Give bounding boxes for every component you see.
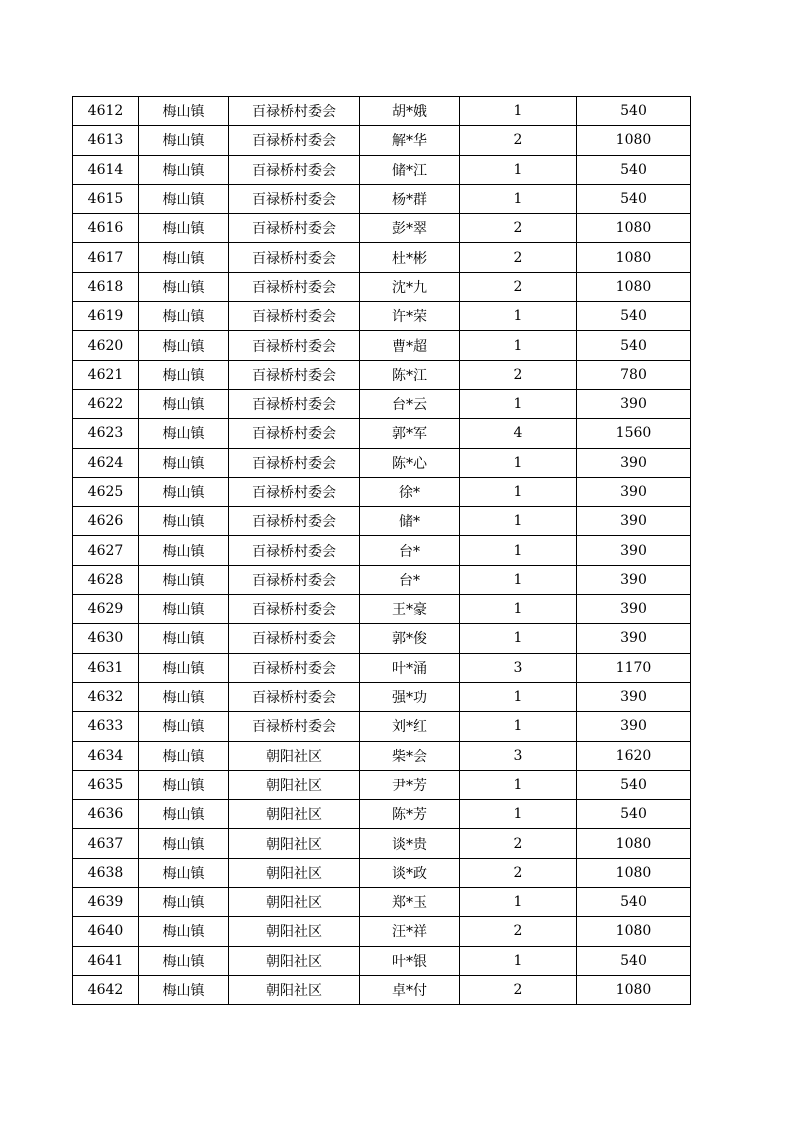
amount-cell: 540 (577, 770, 691, 799)
town-cell: 梅山镇 (139, 888, 229, 917)
row-number-cell: 4622 (73, 389, 139, 418)
village-cell: 百禄桥村委会 (229, 331, 360, 360)
row-number-cell: 4612 (73, 97, 139, 126)
count-cell: 1 (460, 331, 577, 360)
count-cell: 2 (460, 272, 577, 301)
count-cell: 1 (460, 595, 577, 624)
row-number-cell: 4613 (73, 126, 139, 155)
village-cell: 百禄桥村委会 (229, 272, 360, 301)
town-cell: 梅山镇 (139, 829, 229, 858)
village-cell: 百禄桥村委会 (229, 507, 360, 536)
count-cell: 1 (460, 184, 577, 213)
town-cell: 梅山镇 (139, 243, 229, 272)
name-cell: 卓*付 (360, 975, 460, 1004)
count-cell: 1 (460, 302, 577, 331)
amount-cell: 1080 (577, 126, 691, 155)
table-row (73, 829, 691, 858)
name-cell: 叶*银 (360, 946, 460, 975)
town-cell: 梅山镇 (139, 155, 229, 184)
count-cell: 2 (460, 214, 577, 243)
village-cell: 百禄桥村委会 (229, 302, 360, 331)
amount-cell: 540 (577, 184, 691, 213)
row-number-cell: 4642 (73, 975, 139, 1004)
village-cell: 百禄桥村委会 (229, 389, 360, 418)
town-cell: 梅山镇 (139, 858, 229, 887)
row-number-cell: 4618 (73, 272, 139, 301)
table-row (73, 97, 691, 126)
town-cell: 梅山镇 (139, 97, 229, 126)
data-table (72, 96, 691, 1005)
village-cell: 朝阳社区 (229, 800, 360, 829)
town-cell: 梅山镇 (139, 624, 229, 653)
count-cell: 2 (460, 243, 577, 272)
town-cell: 梅山镇 (139, 653, 229, 682)
amount-cell: 1080 (577, 917, 691, 946)
table-row (73, 858, 691, 887)
amount-cell: 1170 (577, 653, 691, 682)
row-number-cell: 4628 (73, 565, 139, 594)
amount-cell: 540 (577, 800, 691, 829)
count-cell: 1 (460, 507, 577, 536)
amount-cell: 1080 (577, 829, 691, 858)
table-row (73, 389, 691, 418)
name-cell: 谈*贵 (360, 829, 460, 858)
town-cell: 梅山镇 (139, 331, 229, 360)
village-cell: 朝阳社区 (229, 888, 360, 917)
town-cell: 梅山镇 (139, 360, 229, 389)
amount-cell: 540 (577, 302, 691, 331)
count-cell: 1 (460, 682, 577, 711)
table-row (73, 770, 691, 799)
town-cell: 梅山镇 (139, 565, 229, 594)
village-cell: 百禄桥村委会 (229, 448, 360, 477)
amount-cell: 1080 (577, 858, 691, 887)
name-cell: 郭*俊 (360, 624, 460, 653)
table-row (73, 272, 691, 301)
row-number-cell: 4629 (73, 595, 139, 624)
table-row (73, 448, 691, 477)
count-cell: 2 (460, 126, 577, 155)
town-cell: 梅山镇 (139, 272, 229, 301)
row-number-cell: 4623 (73, 419, 139, 448)
name-cell: 王*豪 (360, 595, 460, 624)
row-number-cell: 4630 (73, 624, 139, 653)
table-row (73, 946, 691, 975)
row-number-cell: 4641 (73, 946, 139, 975)
count-cell: 2 (460, 917, 577, 946)
count-cell: 2 (460, 829, 577, 858)
village-cell: 百禄桥村委会 (229, 97, 360, 126)
row-number-cell: 4617 (73, 243, 139, 272)
village-cell: 百禄桥村委会 (229, 243, 360, 272)
row-number-cell: 4633 (73, 712, 139, 741)
count-cell: 2 (460, 975, 577, 1004)
name-cell: 强*功 (360, 682, 460, 711)
row-number-cell: 4621 (73, 360, 139, 389)
row-number-cell: 4614 (73, 155, 139, 184)
town-cell: 梅山镇 (139, 214, 229, 243)
table-row (73, 477, 691, 506)
name-cell: 储* (360, 507, 460, 536)
count-cell: 1 (460, 477, 577, 506)
amount-cell: 1080 (577, 214, 691, 243)
town-cell: 梅山镇 (139, 477, 229, 506)
count-cell: 1 (460, 565, 577, 594)
row-number-cell: 4637 (73, 829, 139, 858)
town-cell: 梅山镇 (139, 126, 229, 155)
row-number-cell: 4631 (73, 653, 139, 682)
amount-cell: 390 (577, 536, 691, 565)
count-cell: 3 (460, 653, 577, 682)
town-cell: 梅山镇 (139, 917, 229, 946)
name-cell: 尹*芳 (360, 770, 460, 799)
amount-cell: 780 (577, 360, 691, 389)
amount-cell: 540 (577, 97, 691, 126)
row-number-cell: 4620 (73, 331, 139, 360)
name-cell: 解*华 (360, 126, 460, 155)
village-cell: 百禄桥村委会 (229, 477, 360, 506)
count-cell: 1 (460, 389, 577, 418)
village-cell: 朝阳社区 (229, 770, 360, 799)
amount-cell: 1080 (577, 272, 691, 301)
village-cell: 朝阳社区 (229, 858, 360, 887)
table-row (73, 712, 691, 741)
row-number-cell: 4619 (73, 302, 139, 331)
count-cell: 1 (460, 946, 577, 975)
table-row (73, 126, 691, 155)
name-cell: 彭*翠 (360, 214, 460, 243)
table-row (73, 243, 691, 272)
town-cell: 梅山镇 (139, 712, 229, 741)
count-cell: 1 (460, 770, 577, 799)
row-number-cell: 4625 (73, 477, 139, 506)
count-cell: 3 (460, 741, 577, 770)
table-row (73, 331, 691, 360)
name-cell: 杜*彬 (360, 243, 460, 272)
row-number-cell: 4627 (73, 536, 139, 565)
row-number-cell: 4616 (73, 214, 139, 243)
table-row (73, 155, 691, 184)
row-number-cell: 4615 (73, 184, 139, 213)
row-number-cell: 4634 (73, 741, 139, 770)
table-row (73, 682, 691, 711)
count-cell: 2 (460, 858, 577, 887)
name-cell: 台* (360, 565, 460, 594)
village-cell: 百禄桥村委会 (229, 214, 360, 243)
amount-cell: 1560 (577, 419, 691, 448)
town-cell: 梅山镇 (139, 595, 229, 624)
amount-cell: 390 (577, 624, 691, 653)
amount-cell: 540 (577, 946, 691, 975)
town-cell: 梅山镇 (139, 800, 229, 829)
table-row (73, 888, 691, 917)
amount-cell: 390 (577, 565, 691, 594)
row-number-cell: 4624 (73, 448, 139, 477)
name-cell: 许*荣 (360, 302, 460, 331)
village-cell: 朝阳社区 (229, 829, 360, 858)
table-row (73, 184, 691, 213)
name-cell: 柴*会 (360, 741, 460, 770)
amount-cell: 390 (577, 682, 691, 711)
amount-cell: 390 (577, 712, 691, 741)
table-row (73, 800, 691, 829)
town-cell: 梅山镇 (139, 536, 229, 565)
village-cell: 朝阳社区 (229, 975, 360, 1004)
amount-cell: 390 (577, 389, 691, 418)
row-number-cell: 4626 (73, 507, 139, 536)
name-cell: 郑*玉 (360, 888, 460, 917)
village-cell: 百禄桥村委会 (229, 565, 360, 594)
town-cell: 梅山镇 (139, 946, 229, 975)
village-cell: 百禄桥村委会 (229, 184, 360, 213)
village-cell: 百禄桥村委会 (229, 126, 360, 155)
table-row (73, 419, 691, 448)
amount-cell: 540 (577, 331, 691, 360)
table-row (73, 565, 691, 594)
row-number-cell: 4636 (73, 800, 139, 829)
name-cell: 台*云 (360, 389, 460, 418)
count-cell: 1 (460, 536, 577, 565)
town-cell: 梅山镇 (139, 682, 229, 711)
count-cell: 1 (460, 448, 577, 477)
table-row (73, 653, 691, 682)
table-row (73, 624, 691, 653)
table-row (73, 741, 691, 770)
table-row (73, 975, 691, 1004)
table-row (73, 595, 691, 624)
table-body (73, 97, 691, 1005)
count-cell: 4 (460, 419, 577, 448)
village-cell: 百禄桥村委会 (229, 595, 360, 624)
amount-cell: 540 (577, 888, 691, 917)
name-cell: 杨*群 (360, 184, 460, 213)
name-cell: 陈*心 (360, 448, 460, 477)
amount-cell: 390 (577, 595, 691, 624)
table-row (73, 302, 691, 331)
count-cell: 1 (460, 712, 577, 741)
village-cell: 百禄桥村委会 (229, 419, 360, 448)
name-cell: 沈*九 (360, 272, 460, 301)
name-cell: 郭*军 (360, 419, 460, 448)
town-cell: 梅山镇 (139, 389, 229, 418)
count-cell: 1 (460, 97, 577, 126)
name-cell: 叶*涌 (360, 653, 460, 682)
row-number-cell: 4639 (73, 888, 139, 917)
town-cell: 梅山镇 (139, 302, 229, 331)
village-cell: 朝阳社区 (229, 946, 360, 975)
amount-cell: 390 (577, 507, 691, 536)
amount-cell: 1620 (577, 741, 691, 770)
table-row (73, 507, 691, 536)
town-cell: 梅山镇 (139, 741, 229, 770)
village-cell: 百禄桥村委会 (229, 155, 360, 184)
row-number-cell: 4632 (73, 682, 139, 711)
town-cell: 梅山镇 (139, 419, 229, 448)
table-row (73, 360, 691, 389)
town-cell: 梅山镇 (139, 507, 229, 536)
name-cell: 谈*政 (360, 858, 460, 887)
name-cell: 刘*红 (360, 712, 460, 741)
name-cell: 徐* (360, 477, 460, 506)
table-row (73, 917, 691, 946)
name-cell: 汪*祥 (360, 917, 460, 946)
count-cell: 2 (460, 360, 577, 389)
name-cell: 曹*超 (360, 331, 460, 360)
row-number-cell: 4638 (73, 858, 139, 887)
table-row (73, 536, 691, 565)
row-number-cell: 4635 (73, 770, 139, 799)
village-cell: 百禄桥村委会 (229, 712, 360, 741)
name-cell: 陈*芳 (360, 800, 460, 829)
town-cell: 梅山镇 (139, 770, 229, 799)
count-cell: 1 (460, 888, 577, 917)
count-cell: 1 (460, 624, 577, 653)
amount-cell: 390 (577, 448, 691, 477)
village-cell: 朝阳社区 (229, 741, 360, 770)
town-cell: 梅山镇 (139, 975, 229, 1004)
name-cell: 储*江 (360, 155, 460, 184)
village-cell: 百禄桥村委会 (229, 536, 360, 565)
amount-cell: 540 (577, 155, 691, 184)
village-cell: 百禄桥村委会 (229, 653, 360, 682)
town-cell: 梅山镇 (139, 184, 229, 213)
row-number-cell: 4640 (73, 917, 139, 946)
amount-cell: 390 (577, 477, 691, 506)
village-cell: 朝阳社区 (229, 917, 360, 946)
amount-cell: 1080 (577, 975, 691, 1004)
town-cell: 梅山镇 (139, 448, 229, 477)
village-cell: 百禄桥村委会 (229, 682, 360, 711)
village-cell: 百禄桥村委会 (229, 360, 360, 389)
count-cell: 1 (460, 800, 577, 829)
name-cell: 台* (360, 536, 460, 565)
village-cell: 百禄桥村委会 (229, 624, 360, 653)
name-cell: 胡*娥 (360, 97, 460, 126)
table-row (73, 214, 691, 243)
amount-cell: 1080 (577, 243, 691, 272)
count-cell: 1 (460, 155, 577, 184)
name-cell: 陈*江 (360, 360, 460, 389)
